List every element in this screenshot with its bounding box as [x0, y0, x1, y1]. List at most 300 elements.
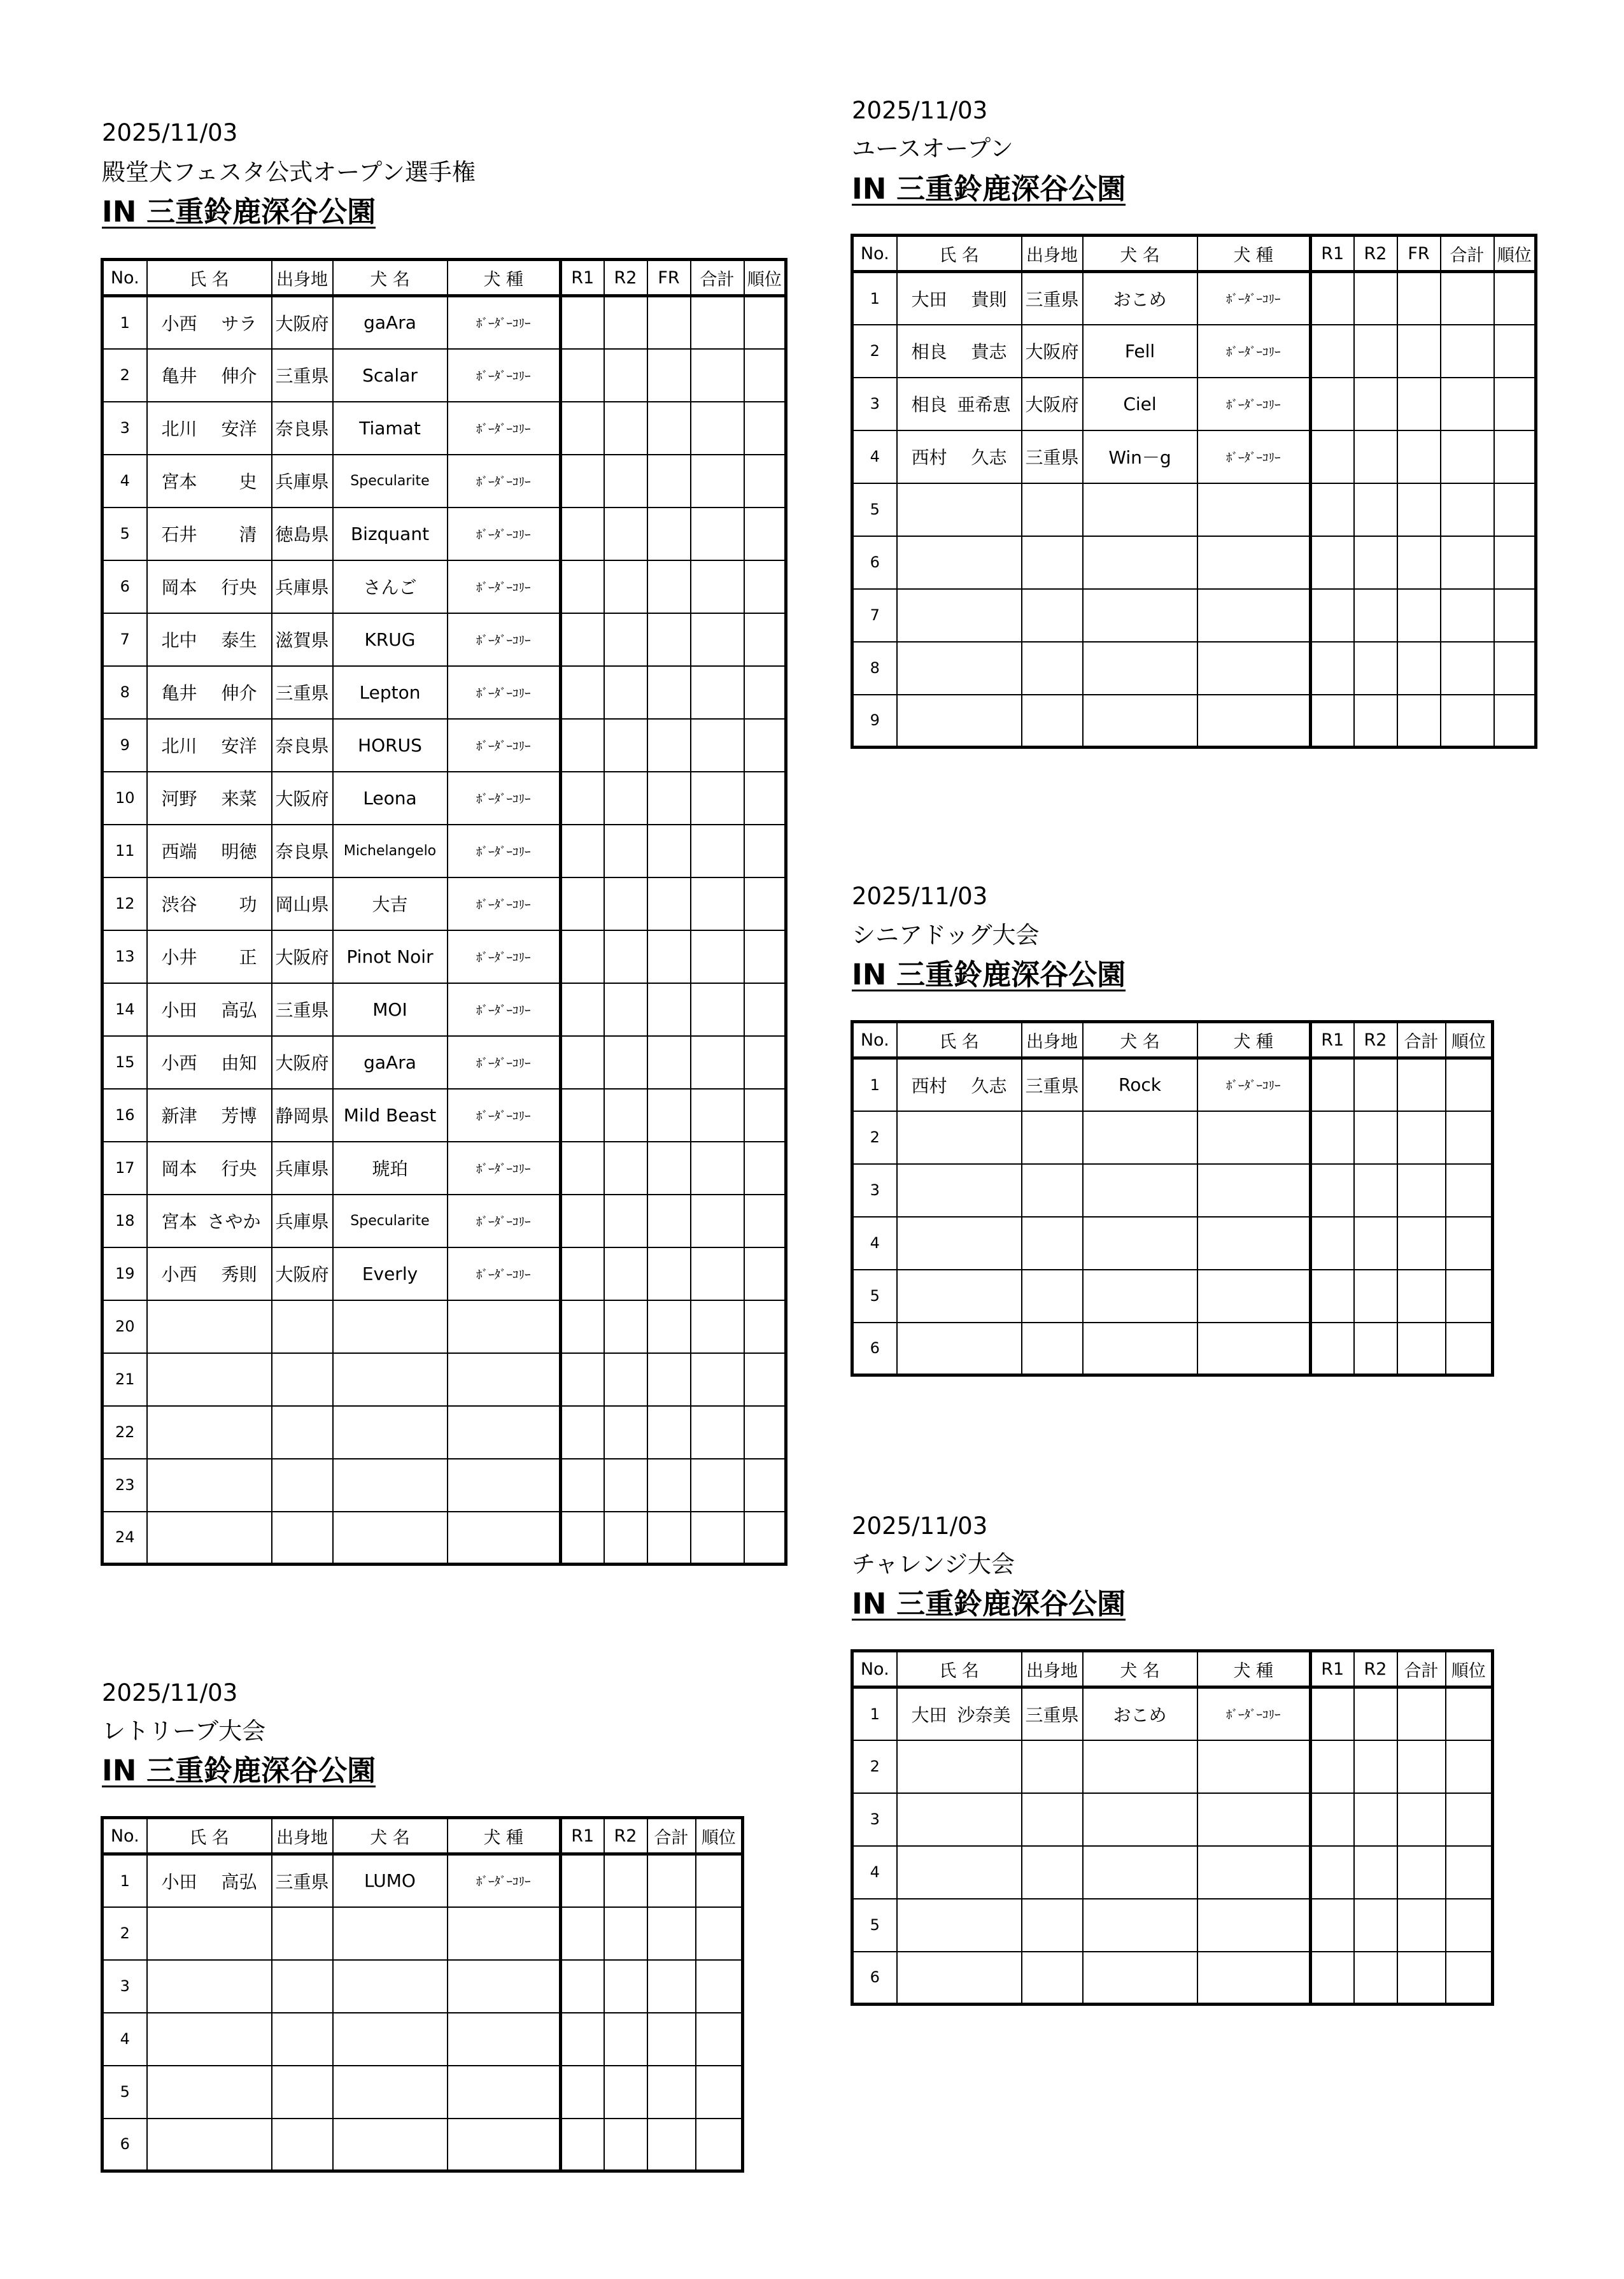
competitor-name [897, 1899, 1022, 1952]
score-rank-cell [744, 402, 786, 455]
dog-breed: ﾎﾞｰﾀﾞｰｺﾘｰ [448, 613, 561, 666]
dog-breed: ﾎﾞｰﾀﾞｰｺﾘｰ [448, 825, 561, 877]
table-row [852, 589, 1536, 642]
origin-prefecture: 三重県 [1022, 272, 1083, 325]
competitor-last-name: 相良 [911, 341, 947, 362]
section-venue: IN 三重鈴鹿深谷公園 [102, 195, 376, 229]
column-header-no: No. [852, 1651, 897, 1687]
score-rank-cell [744, 560, 786, 613]
score-total-cell [691, 983, 744, 1036]
column-header-r2: R2 [1354, 236, 1397, 272]
column-header-total: 合計 [691, 260, 744, 296]
score-rank-cell [1446, 1899, 1493, 1952]
score-rank-cell [744, 296, 786, 349]
dog-breed: ﾎﾞｰﾀﾞｰｺﾘｰ [448, 1089, 561, 1142]
section-date: 2025/11/03 [102, 119, 238, 146]
score-total-cell [691, 1195, 744, 1247]
dog-name: Fell [1083, 325, 1197, 378]
dog-breed [1197, 483, 1311, 536]
table-row [852, 483, 1536, 536]
score-total-cell [691, 1036, 744, 1089]
table-row [852, 325, 1536, 378]
competitor-name [147, 1854, 272, 1907]
competitor-first-name: 高弘 [221, 1000, 257, 1021]
dog-breed [448, 1406, 561, 1459]
competitor-last-name: 小西 [161, 313, 197, 334]
section-title: チャレンジ大会 [852, 1551, 1015, 1578]
dog-name [333, 1353, 448, 1406]
competitor-name [147, 402, 272, 455]
competitor-last-name: 大田 [911, 288, 947, 310]
dog-name [1083, 1740, 1197, 1793]
competitor-name [147, 1036, 272, 1089]
origin-prefecture [1022, 1952, 1083, 2005]
score-r1-cell [561, 1854, 604, 1907]
competitor-name [897, 1687, 1022, 1740]
dog-breed [1197, 1793, 1311, 1846]
competitor-last-name: 北中 [161, 630, 197, 651]
origin-prefecture [1022, 1793, 1083, 1846]
score-r1-cell [561, 772, 604, 825]
score-total-cell [691, 402, 744, 455]
section-date: 2025/11/03 [852, 97, 988, 124]
score-fr-cell [647, 666, 691, 719]
dog-breed: ﾎﾞｰﾀﾞｰｺﾘｰ [448, 772, 561, 825]
row-number: 3 [102, 1960, 147, 2013]
dog-name: KRUG [333, 613, 448, 666]
score-r2-cell [1354, 536, 1397, 589]
competitor-name [147, 1512, 272, 1565]
score-r2-cell [604, 1907, 647, 1960]
dog-name [333, 1406, 448, 1459]
score-r1-cell [561, 877, 604, 930]
column-header-breed: 犬 種 [1197, 1022, 1311, 1058]
row-number: 5 [102, 2066, 147, 2119]
table-header-row [102, 1818, 743, 1854]
table-header-row [852, 1022, 1493, 1058]
column-header-origin: 出身地 [1022, 1651, 1083, 1687]
column-header-total: 合計 [647, 1818, 696, 1854]
competitor-name [147, 2119, 272, 2171]
score-r2-cell [604, 1406, 647, 1459]
table-row [852, 1111, 1493, 1164]
column-header-origin: 出身地 [272, 260, 333, 296]
competitor-last-name: 宮本 [161, 1211, 197, 1232]
dog-name [1083, 1793, 1197, 1846]
dog-name [1083, 695, 1197, 748]
origin-prefecture [272, 1406, 333, 1459]
competitor-last-name: 西端 [161, 841, 197, 862]
score-rank-cell [744, 983, 786, 1036]
row-number: 4 [102, 455, 147, 508]
competitor-last-name: 亀井 [161, 683, 197, 704]
competitor-name [147, 825, 272, 877]
origin-prefecture: 大阪府 [272, 296, 333, 349]
competitor-last-name: 北川 [161, 418, 197, 439]
origin-prefecture [1022, 1740, 1083, 1793]
score-r1-cell [561, 983, 604, 1036]
score-total-cell [691, 825, 744, 877]
score-r2-cell [604, 613, 647, 666]
score-rank-cell [1494, 483, 1536, 536]
dog-breed: ﾎﾞｰﾀﾞｰｺﾘｰ [448, 402, 561, 455]
dog-name: Pinot Noir [333, 930, 448, 983]
dog-breed: ﾎﾞｰﾀﾞｰｺﾘｰ [448, 1195, 561, 1247]
dog-breed [1197, 589, 1311, 642]
origin-prefecture: 大阪府 [272, 1036, 333, 1089]
score-r1-cell [561, 666, 604, 719]
score-rank-cell [1494, 325, 1536, 378]
competitor-last-name: 大田 [911, 1704, 947, 1726]
table-row [102, 1036, 786, 1089]
table-row [102, 1854, 743, 1907]
row-number: 6 [102, 560, 147, 613]
competitor-name [147, 719, 272, 772]
competitor-last-name: 西村 [911, 1075, 947, 1097]
score-rank-cell [696, 2119, 743, 2171]
section-venue: IN 三重鈴鹿深谷公園 [852, 958, 1126, 991]
origin-prefecture: 大阪府 [1022, 325, 1083, 378]
score-r1-cell [561, 296, 604, 349]
competitor-last-name: 岡本 [161, 577, 197, 598]
table-row [102, 825, 786, 877]
row-number: 1 [102, 1854, 147, 1907]
score-rank-cell [744, 825, 786, 877]
section-date: 2025/11/03 [102, 1679, 238, 1707]
score-r2-cell [604, 349, 647, 402]
section-challenge [852, 1509, 1552, 2082]
score-total-cell [1397, 1952, 1446, 2005]
score-r1-cell [561, 930, 604, 983]
dog-breed: ﾎﾞｰﾀﾞｰｺﾘｰ [448, 560, 561, 613]
column-header-r2: R2 [1354, 1651, 1397, 1687]
score-r1-cell [561, 1195, 604, 1247]
score-rank-cell [1494, 695, 1536, 748]
score-r1-cell [561, 1300, 604, 1353]
competitor-first-name: 功 [239, 894, 257, 915]
dog-name [1083, 1111, 1197, 1164]
column-header-rank: 順位 [1494, 236, 1536, 272]
score-r2-cell [604, 1353, 647, 1406]
dog-name [333, 1300, 448, 1353]
score-r2-cell [1354, 1899, 1397, 1952]
score-fr-cell [1397, 483, 1441, 536]
column-header-fr: FR [1397, 236, 1441, 272]
origin-prefecture: 兵庫県 [272, 455, 333, 508]
competitor-name [897, 1164, 1022, 1217]
score-total-cell [1397, 1058, 1446, 1111]
column-header-origin: 出身地 [1022, 236, 1083, 272]
competitor-name [897, 589, 1022, 642]
dog-breed [448, 1960, 561, 2013]
column-header-dog: 犬 名 [333, 260, 448, 296]
dog-name: Scalar [333, 349, 448, 402]
score-rank-cell [1446, 1952, 1493, 2005]
competitor-first-name: さやか [207, 1211, 261, 1232]
dog-breed: ﾎﾞｰﾀﾞｰｺﾘｰ [1197, 378, 1311, 430]
table-row [102, 1406, 786, 1459]
origin-prefecture: 滋賀県 [272, 613, 333, 666]
score-rank-cell [696, 1854, 743, 1907]
origin-prefecture: 岡山県 [272, 877, 333, 930]
score-total-cell [1441, 642, 1494, 695]
section-youth [852, 0, 1552, 764]
competitor-first-name: 芳博 [221, 1105, 257, 1126]
origin-prefecture: 三重県 [272, 666, 333, 719]
score-total-cell [647, 2119, 696, 2171]
origin-prefecture [1022, 1164, 1083, 1217]
entry-table [851, 234, 1537, 749]
score-total-cell [647, 2066, 696, 2119]
table-row [102, 349, 786, 402]
row-number: 1 [852, 1058, 897, 1111]
dog-name: Leona [333, 772, 448, 825]
score-total-cell [1441, 589, 1494, 642]
score-rank-cell [696, 1960, 743, 2013]
dog-name: Rock [1083, 1058, 1197, 1111]
competitor-last-name: 宮本 [161, 471, 197, 492]
origin-prefecture: 兵庫県 [272, 1195, 333, 1247]
score-rank-cell [1446, 1270, 1493, 1323]
score-r2-cell [604, 1854, 647, 1907]
competitor-name [147, 455, 272, 508]
score-rank-cell [1446, 1058, 1493, 1111]
score-r2-cell [1354, 483, 1397, 536]
row-number: 23 [102, 1459, 147, 1512]
dog-breed [1197, 1740, 1311, 1793]
score-rank-cell [744, 1142, 786, 1195]
competitor-last-name: 新津 [161, 1105, 197, 1126]
origin-prefecture [1022, 1111, 1083, 1164]
dog-breed: ﾎﾞｰﾀﾞｰｺﾘｰ [448, 1036, 561, 1089]
score-r1-cell [1311, 272, 1354, 325]
dog-breed [1197, 1952, 1311, 2005]
score-rank-cell [744, 1089, 786, 1142]
column-header-rank: 順位 [744, 260, 786, 296]
score-fr-cell [647, 1406, 691, 1459]
score-r2-cell [604, 1247, 647, 1300]
dog-breed: ﾎﾞｰﾀﾞｰｺﾘｰ [1197, 1058, 1311, 1111]
row-number: 8 [852, 642, 897, 695]
section-retrieve [102, 1675, 802, 2248]
origin-prefecture [272, 1960, 333, 2013]
dog-name: Win－g [1083, 430, 1197, 483]
score-r1-cell [1311, 325, 1354, 378]
score-total-cell [1441, 325, 1494, 378]
dog-name [1083, 1217, 1197, 1270]
dog-breed [448, 2013, 561, 2066]
score-r2-cell [604, 2013, 647, 2066]
score-r1-cell [561, 1089, 604, 1142]
score-total-cell [1441, 483, 1494, 536]
competitor-name [147, 1195, 272, 1247]
row-number: 8 [102, 666, 147, 719]
dog-breed [1197, 1899, 1311, 1952]
row-number: 1 [852, 272, 897, 325]
competitor-first-name: 久志 [971, 1075, 1007, 1097]
score-fr-cell [647, 1247, 691, 1300]
table-row [852, 1687, 1493, 1740]
origin-prefecture: 三重県 [272, 349, 333, 402]
dog-name [1083, 1270, 1197, 1323]
score-r1-cell [1311, 1270, 1354, 1323]
row-number: 15 [102, 1036, 147, 1089]
score-r1-cell [561, 1036, 604, 1089]
dog-name [1083, 483, 1197, 536]
column-header-breed: 犬 種 [448, 1818, 561, 1854]
competitor-first-name: 亜希恵 [957, 394, 1011, 415]
table-row [102, 1907, 743, 1960]
score-total-cell [691, 772, 744, 825]
score-r1-cell [561, 1960, 604, 2013]
competitor-name [147, 772, 272, 825]
dog-name [1083, 1164, 1197, 1217]
score-total-cell [691, 719, 744, 772]
row-number: 21 [102, 1353, 147, 1406]
competitor-name [147, 349, 272, 402]
dog-breed [448, 1459, 561, 1512]
dog-breed: ﾎﾞｰﾀﾞｰｺﾘｰ [448, 508, 561, 560]
table-row [852, 272, 1536, 325]
competitor-first-name: 明徳 [221, 841, 257, 862]
score-r2-cell [604, 1960, 647, 2013]
score-r2-cell [604, 1459, 647, 1512]
score-r2-cell [604, 1142, 647, 1195]
origin-prefecture [1022, 1899, 1083, 1952]
table-row [102, 2066, 743, 2119]
origin-prefecture [1022, 536, 1083, 589]
origin-prefecture: 兵庫県 [272, 560, 333, 613]
table-row [102, 2119, 743, 2171]
origin-prefecture [1022, 589, 1083, 642]
competitor-name [147, 1406, 272, 1459]
score-r2-cell [1354, 272, 1397, 325]
score-r1-cell [1311, 430, 1354, 483]
score-r2-cell [604, 2066, 647, 2119]
competitor-last-name: 小田 [161, 1000, 197, 1021]
score-total-cell [647, 1854, 696, 1907]
origin-prefecture: 徳島県 [272, 508, 333, 560]
dog-breed: ﾎﾞｰﾀﾞｰｺﾘｰ [448, 1142, 561, 1195]
row-number: 3 [852, 1793, 897, 1846]
score-total-cell [691, 1512, 744, 1565]
table-row [102, 719, 786, 772]
score-r2-cell [604, 560, 647, 613]
dog-name: Specularite [333, 1195, 448, 1247]
row-number: 7 [852, 589, 897, 642]
score-r2-cell [1354, 1846, 1397, 1899]
score-total-cell [691, 1247, 744, 1300]
score-rank-cell [1446, 1846, 1493, 1899]
competitor-name [147, 1300, 272, 1353]
section-title: シニアドッグ大会 [852, 921, 1040, 949]
column-header-no: No. [852, 1022, 897, 1058]
score-fr-cell [1397, 695, 1441, 748]
score-fr-cell [647, 349, 691, 402]
competitor-first-name: 貴則 [971, 288, 1007, 310]
dog-breed [1197, 1323, 1311, 1375]
score-fr-cell [647, 1142, 691, 1195]
score-r2-cell [1354, 1687, 1397, 1740]
score-total-cell [691, 1142, 744, 1195]
score-rank-cell [1494, 430, 1536, 483]
score-total-cell [647, 1960, 696, 2013]
dog-breed: ﾎﾞｰﾀﾞｰｺﾘｰ [448, 983, 561, 1036]
score-fr-cell [647, 560, 691, 613]
dog-name [333, 2119, 448, 2171]
score-r2-cell [1354, 1793, 1397, 1846]
table-row [852, 430, 1536, 483]
competitor-name [897, 483, 1022, 536]
score-r2-cell [1354, 589, 1397, 642]
score-fr-cell [1397, 589, 1441, 642]
score-rank-cell [744, 455, 786, 508]
table-row [102, 1353, 786, 1406]
competitor-name [147, 296, 272, 349]
column-header-no: No. [102, 1818, 147, 1854]
origin-prefecture: 静岡県 [272, 1089, 333, 1142]
score-r2-cell [604, 1195, 647, 1247]
score-fr-cell [647, 613, 691, 666]
dog-breed: ﾎﾞｰﾀﾞｰｺﾘｰ [448, 296, 561, 349]
row-number: 3 [852, 378, 897, 430]
table-row [852, 642, 1536, 695]
competitor-first-name: 沙奈美 [957, 1704, 1011, 1726]
dog-breed: ﾎﾞｰﾀﾞｰｺﾘｰ [448, 1854, 561, 1907]
score-rank-cell [744, 719, 786, 772]
score-rank-cell [1446, 1111, 1493, 1164]
origin-prefecture: 奈良県 [272, 825, 333, 877]
score-r2-cell [604, 1089, 647, 1142]
dog-breed [1197, 642, 1311, 695]
column-header-r2: R2 [604, 1818, 647, 1854]
column-header-fr: FR [647, 260, 691, 296]
competitor-first-name: 久志 [971, 447, 1007, 468]
table-row [102, 1195, 786, 1247]
competitor-name [897, 1793, 1022, 1846]
row-number: 14 [102, 983, 147, 1036]
row-number: 5 [102, 508, 147, 560]
row-number: 16 [102, 1089, 147, 1142]
table-row [852, 1952, 1493, 2005]
score-fr-cell [647, 1089, 691, 1142]
competitor-name [147, 1142, 272, 1195]
competitor-first-name: サラ [221, 313, 257, 334]
dog-name: 琥珀 [333, 1142, 448, 1195]
competitor-first-name: 史 [239, 471, 257, 492]
competitor-last-name: 石井 [161, 524, 197, 545]
entry-table [851, 1649, 1494, 2006]
column-header-name: 氏 名 [897, 1651, 1022, 1687]
competitor-name [147, 508, 272, 560]
score-r1-cell [561, 1907, 604, 1960]
row-number: 12 [102, 877, 147, 930]
score-r2-cell [604, 825, 647, 877]
score-rank-cell [1446, 1323, 1493, 1375]
origin-prefecture: 奈良県 [272, 719, 333, 772]
score-total-cell [1397, 1164, 1446, 1217]
competitor-name [897, 1217, 1022, 1270]
row-number: 9 [852, 695, 897, 748]
score-r1-cell [1311, 1846, 1354, 1899]
dog-breed: ﾎﾞｰﾀﾞｰｺﾘｰ [448, 877, 561, 930]
dog-breed [1197, 1217, 1311, 1270]
column-header-name: 氏 名 [147, 260, 272, 296]
score-r2-cell [1354, 1952, 1397, 2005]
score-r1-cell [1311, 1323, 1354, 1375]
score-r1-cell [1311, 1164, 1354, 1217]
table-row [102, 1960, 743, 2013]
